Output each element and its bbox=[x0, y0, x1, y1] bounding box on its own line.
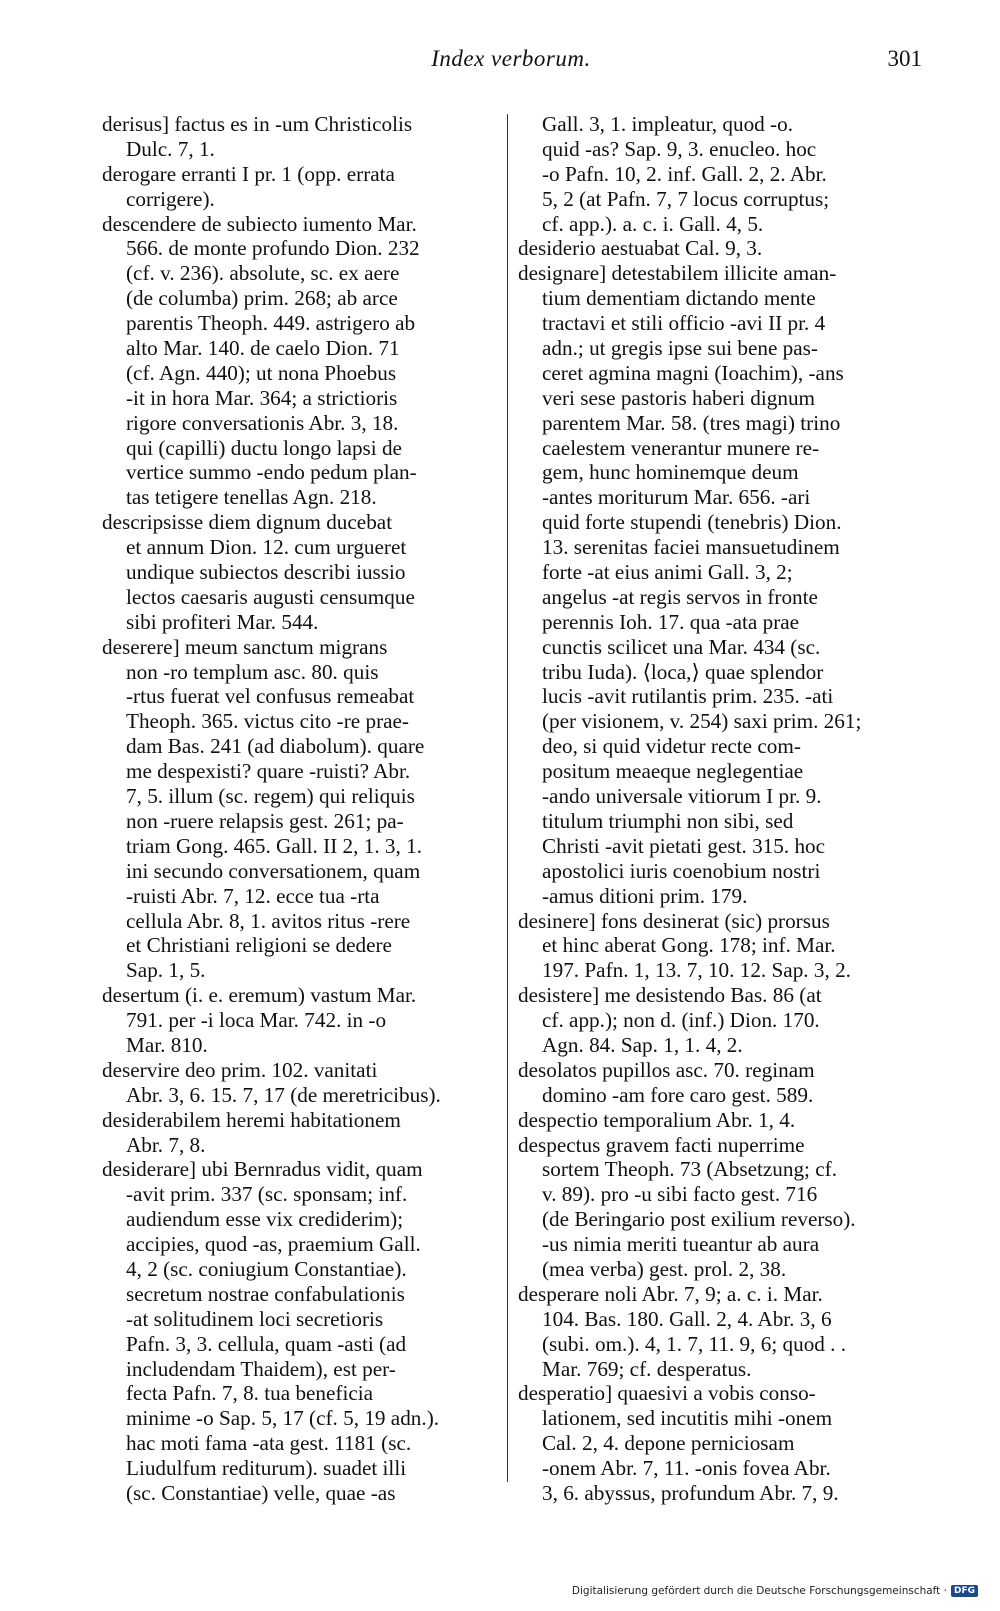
left-column-line: dam Bas. 241 (ad diabolum). quare bbox=[126, 734, 425, 759]
right-column-line: cunctis scilicet una Mar. 434 (sc. bbox=[542, 634, 821, 659]
left-column-line: Pafn. 3, 3. cellula, quam -asti (ad bbox=[126, 1331, 407, 1356]
left-column-line: 4, 2 (sc. coniugium Constantiae). bbox=[126, 1256, 407, 1281]
page-footer bbox=[572, 1585, 978, 1597]
left-column-line: -rtus fuerat vel confusus remeabat bbox=[126, 684, 415, 709]
right-column-line: desinere] fons desinerat (sic) prorsus bbox=[518, 908, 830, 933]
left-column-line: -at solitudinem loci secretioris bbox=[126, 1306, 384, 1331]
left-column-line: descripsisse diem dignum ducebat bbox=[102, 510, 393, 535]
right-column-line: desperare noli Abr. 7, 9; a. c. i. Mar. bbox=[518, 1281, 823, 1306]
running-title: Index verborum. bbox=[431, 46, 591, 71]
right-column-line: Christi -avit pietati gest. 315. hoc bbox=[542, 833, 826, 858]
right-column-line: quid forte stupendi (tenebris) Dion. bbox=[542, 510, 842, 535]
right-column-line: Gall. 3, 1. impleatur, quod -o. bbox=[542, 112, 794, 136]
left-column-line: -avit prim. 337 (sc. sponsam; inf. bbox=[126, 1182, 408, 1207]
right-column-line: domino -am fore caro gest. 589. bbox=[542, 1082, 814, 1107]
left-column-line: Liudulfum rediturum). suadet illi bbox=[126, 1456, 407, 1481]
left-column-line: sibi profiteri Mar. 544. bbox=[126, 609, 319, 634]
left-column-line: desiderare] ubi Bernradus vidit, quam bbox=[102, 1157, 423, 1182]
left-column-line: undique subiectos describi iussio bbox=[126, 560, 406, 585]
right-column-line: tribu Iuda). ⟨loca,⟩ quae splendor bbox=[542, 659, 824, 684]
left-column-line: Abr. 7, 8. bbox=[126, 1132, 206, 1157]
page-number: 301 bbox=[887, 46, 922, 71]
left-column-line: tas tetigere tenellas Agn. 218. bbox=[126, 485, 377, 510]
left-column-line: -it in hora Mar. 364; a strictioris bbox=[126, 385, 398, 410]
right-column-line: gem, hunc hominemque deum bbox=[542, 460, 799, 485]
left-column-line: triam Gong. 465. Gall. II 2, 1. 3, 1. bbox=[126, 833, 422, 858]
right-column-line: cf. app.); non d. (inf.) Dion. 170. bbox=[542, 1008, 820, 1033]
right-column-line: quid -as? Sap. 9, 3. enucleo. hoc bbox=[542, 136, 817, 161]
right-column-line: -ando universale vitiorum I pr. 9. bbox=[542, 784, 822, 809]
left-column-line: corrigere). bbox=[126, 186, 215, 211]
left-column bbox=[102, 112, 500, 1506]
left-column-line: (cf. v. 236). absolute, sc. ex aere bbox=[126, 261, 400, 286]
right-column-line: desistere] me desistendo Bas. 86 (at bbox=[518, 983, 822, 1008]
left-column-line: 7, 5. illum (sc. regem) qui reliquis bbox=[126, 784, 415, 809]
left-column-line: me despexisti? quare -ruisti? Abr. bbox=[126, 759, 411, 784]
right-column-line: (mea verba) gest. prol. 2, 38. bbox=[542, 1256, 787, 1281]
left-column-line: hac moti fama -ata gest. 1181 (sc. bbox=[126, 1431, 412, 1456]
right-column-line: parentem Mar. 58. (tres magi) trino bbox=[542, 410, 841, 435]
left-column-line: Mar. 810. bbox=[126, 1032, 208, 1057]
right-column-line: desolatos pupillos asc. 70. reginam bbox=[518, 1057, 815, 1082]
left-column-line: lectos caesaris augusti censumque bbox=[126, 584, 415, 609]
right-column-line: (subi. om.). 4, 1. 7, 11. 9, 6; quod . . bbox=[542, 1331, 847, 1356]
left-column-line: deservire deo prim. 102. vanitati bbox=[102, 1057, 378, 1082]
left-column-line: fecta Pafn. 7, 8. tua beneficia bbox=[126, 1381, 374, 1406]
left-column-line: accipies, quod -as, praemium Gall. bbox=[126, 1232, 421, 1257]
right-column-line: ceret agmina magni (Ioachim), -ans bbox=[542, 360, 844, 385]
left-column-line: alto Mar. 140. de caelo Dion. 71 bbox=[126, 336, 400, 361]
right-column-line: apostolici iuris coenobium nostri bbox=[542, 858, 821, 883]
right-column-line: 104. Bas. 180. Gall. 2, 4. Abr. 3, 6 bbox=[542, 1306, 832, 1331]
left-column-line: non -ro templum asc. 80. quis bbox=[126, 659, 379, 684]
right-column-line: -antes moriturum Mar. 656. -ari bbox=[542, 485, 811, 510]
column-divider bbox=[507, 114, 508, 1482]
left-column-line: (de columba) prim. 268; ab arce bbox=[126, 286, 398, 311]
left-column-line: ini secundo conversationem, quam bbox=[126, 858, 421, 883]
right-column-line: desperatio] quaesivi a vobis conso- bbox=[518, 1381, 816, 1406]
left-column-line: deserere] meum sanctum migrans bbox=[102, 634, 388, 659]
right-column-line: adn.; ut gregis ipse sui bene pas- bbox=[542, 336, 818, 361]
left-column-line: audiendum esse vix crediderim); bbox=[126, 1207, 404, 1232]
right-column-line: 197. Pafn. 1, 13. 7, 10. 12. Sap. 3, 2. bbox=[542, 958, 851, 983]
right-column-line: v. 89). pro -u sibi facto gest. 716 bbox=[542, 1182, 818, 1207]
left-column-line: (cf. Agn. 440); ut nona Phoebus bbox=[126, 360, 397, 385]
right-column-line: perennis Ioh. 17. qua -ata prae bbox=[542, 609, 800, 634]
right-column-line: 5, 2 (at Pafn. 7, 7 locus corruptus; bbox=[542, 186, 830, 211]
dfg-logo: DFG bbox=[951, 1585, 978, 1597]
left-column-line: (sc. Constantiae) velle, quae -as bbox=[126, 1480, 396, 1505]
left-column-line: secretum nostrae confabulationis bbox=[126, 1281, 405, 1306]
right-column-line: tium dementiam dictando mente bbox=[542, 286, 816, 311]
right-column-line: Mar. 769; cf. desperatus. bbox=[542, 1356, 752, 1381]
right-column-line: lationem, sed incutitis mihi -onem bbox=[542, 1406, 833, 1431]
right-column-line: desiderio aestuabat Cal. 9, 3. bbox=[518, 236, 763, 261]
left-column-line: parentis Theoph. 449. astrigero ab bbox=[126, 311, 416, 336]
right-column-line: despectus gravem facti nuperrime bbox=[518, 1132, 805, 1157]
left-column-line: qui (capilli) ductu longo lapsi de bbox=[126, 435, 402, 460]
left-column-line: et annum Dion. 12. cum urgueret bbox=[126, 535, 407, 560]
right-column-line: forte -at eius animi Gall. 3, 2; bbox=[542, 560, 793, 585]
right-column-line: lucis -avit rutilantis prim. 235. -ati bbox=[542, 684, 834, 709]
left-column-line: cellula Abr. 8, 1. avitos ritus -rere bbox=[126, 908, 411, 933]
page-header bbox=[100, 46, 922, 80]
right-column-line: cf. app.). a. c. i. Gall. 4, 5. bbox=[542, 211, 764, 236]
right-column bbox=[518, 112, 922, 1506]
left-column-line: minime -o Sap. 5, 17 (cf. 5, 19 adn.). bbox=[126, 1406, 440, 1431]
left-column-line: Abr. 3, 6. 15. 7, 17 (de meretricibus). bbox=[126, 1082, 441, 1107]
left-column-line: derisus] factus es in -um Christicolis bbox=[102, 112, 413, 136]
right-column-line: veri sese pastoris haberi dignum bbox=[542, 385, 816, 410]
right-column-line: -amus ditioni prim. 179. bbox=[542, 883, 748, 908]
right-column-line: titulum triumphi non sibi, sed bbox=[542, 808, 794, 833]
right-column-line: et hinc aberat Gong. 178; inf. Mar. bbox=[542, 933, 836, 958]
left-column-line: derogare erranti I pr. 1 (opp. errata bbox=[102, 161, 395, 186]
right-column-line: despectio temporalium Abr. 1, 4. bbox=[518, 1107, 796, 1132]
footer-credit: Digitalisierung gefördert durch die Deutsche Forschungsgemeinschaft · bbox=[571, 1585, 947, 1597]
right-column-line: designare] detestabilem illicite aman- bbox=[518, 261, 837, 286]
left-column-line: vertice summo -endo pedum plan- bbox=[126, 460, 417, 485]
left-column-line: desertum (i. e. eremum) vastum Mar. bbox=[102, 983, 417, 1008]
left-column-line: -ruisti Abr. 7, 12. ecce tua -rta bbox=[126, 883, 380, 908]
right-column-line: (de Beringario post exilium reverso). bbox=[542, 1207, 856, 1232]
right-column-line: caelestem venerantur munere re- bbox=[542, 435, 820, 460]
left-column-line: rigore conversationis Abr. 3, 18. bbox=[126, 410, 399, 435]
left-column-line: descendere de subiecto iumento Mar. bbox=[102, 211, 417, 236]
right-column-line: -onem Abr. 7, 11. -onis fovea Abr. bbox=[542, 1456, 831, 1481]
right-column-line: sortem Theoph. 73 (Absetzung; cf. bbox=[542, 1157, 837, 1182]
left-column-line: desiderabilem heremi habitationem bbox=[102, 1107, 401, 1132]
left-column-line: 791. per -i loca Mar. 742. in -o bbox=[126, 1008, 387, 1033]
left-column-line: non -ruere relapsis gest. 261; pa- bbox=[126, 808, 404, 833]
right-column-line: 13. serenitas faciei mansuetudinem bbox=[542, 535, 840, 560]
left-column-line: Dulc. 7, 1. bbox=[126, 136, 215, 161]
right-column-line: (per visionem, v. 254) saxi prim. 261; bbox=[542, 709, 862, 734]
right-column-line: -us nimia meriti tueantur ab aura bbox=[542, 1232, 820, 1257]
right-column-line: tractavi et stili officio -avi II pr. 4 bbox=[542, 311, 826, 336]
right-column-line: -o Pafn. 10, 2. inf. Gall. 2, 2. Abr. bbox=[542, 161, 827, 186]
left-column-line: 566. de monte profundo Dion. 232 bbox=[126, 236, 420, 261]
right-column-line: Cal. 2, 4. depone perniciosam bbox=[542, 1431, 795, 1456]
left-column-line: includendam Thaidem), est per- bbox=[126, 1356, 396, 1381]
right-column-line: angelus -at regis servos in fronte bbox=[542, 584, 818, 609]
left-column-line: Sap. 1, 5. bbox=[126, 958, 206, 983]
left-column-line: et Christiani religioni se dedere bbox=[126, 933, 392, 958]
right-column-line: Agn. 84. Sap. 1, 1. 4, 2. bbox=[542, 1032, 743, 1057]
right-column-line: positum meaeque neglegentiae bbox=[542, 759, 804, 784]
right-column-line: deo, si quid videtur recte com- bbox=[542, 734, 801, 759]
right-column-line: 3, 6. abyssus, profundum Abr. 7, 9. bbox=[542, 1480, 839, 1505]
left-column-line: Theoph. 365. victus cito -re prae- bbox=[126, 709, 409, 734]
